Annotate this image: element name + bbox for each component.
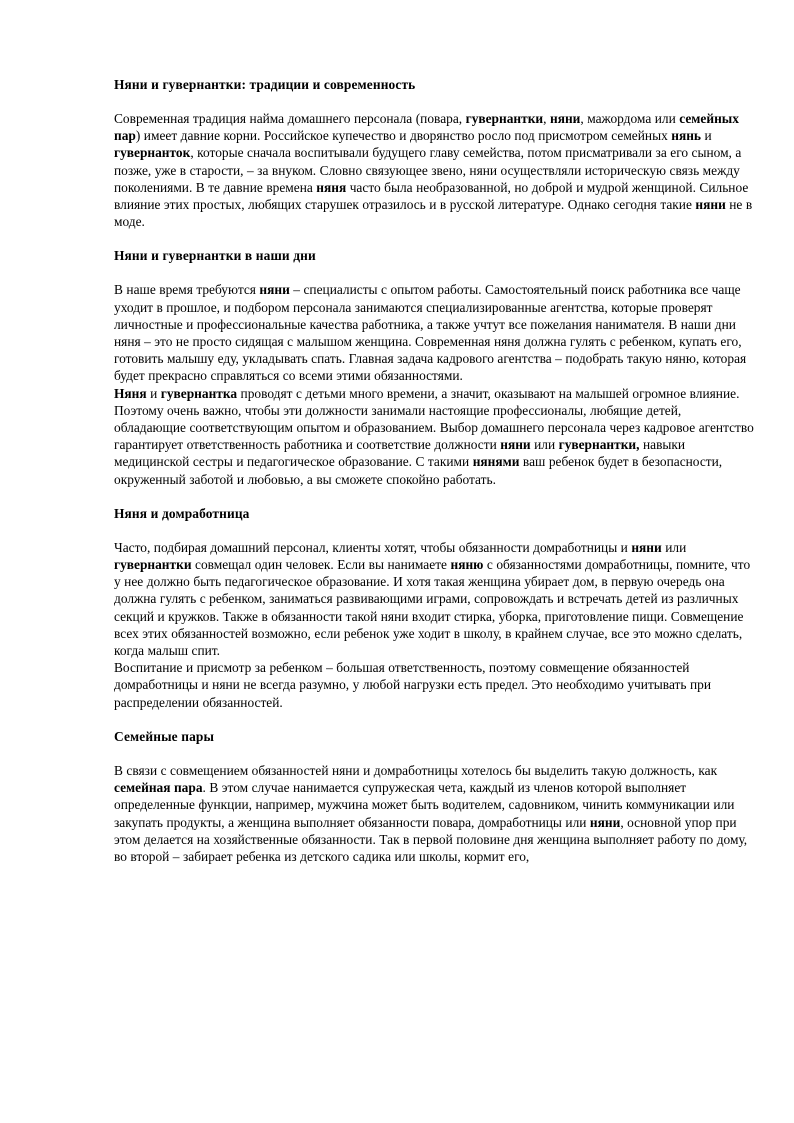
paragraph: В наше время требуются няни – специалисты с опытом работы. Самостоятельный поиск работника все чаще уходит в прошлое, и подбором персонала занимаются специализированные агентства, которые проверят личностные и профессиональные качества работника, а также учтут все пожелания нанимателя. В наши дни няня – это не просто сидящая с малышом женщина. Современная няня должна гулять с ребенком, купать его, готовить малышу еду, укладывать спать. Главная задача кадрового агентства – подобрать такую няню, которая будет прекрасно справляться со всеми этими обязанностями. xyxy=(114,282,747,384)
paragraph: В связи с совмещением обязанностей няни и домработницы хотелось бы выделить такую должность, как семейная пара. В этом случае нанимается супружеская чета, каждый из членов которой выполняет определенные функции, например, мужчина может быть водителем, садовником, чинить коммуникации или закупать продукты, а женщина выполняет обязанности повара, домработницы или няни, основной упор при этом делается на хозяйственные обязанности. Так в первой половине дня женщина выполняет работу по дому, во второй – забирает ребенка из детского садика или школы, кормит его, xyxy=(114,762,748,864)
spacer xyxy=(114,522,756,539)
emphasis-term: гувернантки xyxy=(465,111,544,126)
spacer xyxy=(114,488,756,505)
section-heading-1: Няни и гувернантки: традиции и современность xyxy=(114,77,416,92)
paragraph: Часто, подбирая домашний персонал, клиенты хотят, чтобы обязанности домработницы и няни или гувернантки совмещал один человек. Если вы нанимаете няню с обязанностями домработницы, помните, что у нее должно быть педагогическое образование. И хотя такая женщина убирает дом, в первую очередь она должна гулять с ребенком, заниматься развивающими играми, сопровождать и встречать детей из различных секций и кружков. Также в обязанности такой няни входит стирка, уборка, приготовление пищи. Совмещение всех этих обязанностей возможно, если ребенок уже ходит в школу, в крайнем случае, все это можно сделать, когда малыш спит. xyxy=(114,539,751,659)
emphasis-term: няни xyxy=(631,539,662,555)
emphasis-term: гувернантка xyxy=(160,385,238,401)
emphasis-term: Няня xyxy=(114,385,147,401)
emphasis-term: няни xyxy=(695,197,726,213)
emphasis-term: гувернантки, xyxy=(558,437,640,453)
paragraph: Воспитание и присмотр за ребенком – большая ответственность, поэтому совмещение обязанностей домработницы и няни не всегда разумно, у любой нагрузки есть предел. Это необходимо учитывать при распределении обязанностей. xyxy=(114,660,712,710)
section-heading-4: Семейные пары xyxy=(114,728,215,744)
emphasis-term: няни xyxy=(500,437,531,453)
section-heading-3: Няня и домработница xyxy=(114,505,250,521)
spacer xyxy=(114,93,756,110)
emphasis-term: няню xyxy=(450,557,484,573)
emphasis-term: няни xyxy=(589,814,621,830)
emphasis-term: няни xyxy=(259,282,290,298)
emphasis-term: нянями xyxy=(472,454,520,470)
spacer xyxy=(114,745,756,762)
spacer xyxy=(114,711,756,728)
emphasis-term: няни xyxy=(550,111,581,126)
section-heading-2: Няни и гувернантки в наши дни xyxy=(114,248,316,264)
paragraph: Современная традиция найма домашнего персонала (повара, гувернантки, няни, мажордома или семейных пар) имеет давние корни. Российское купечество и дворянство росло под присмотром семейных нянь и гувернанток, которые сначала воспитывали будущего главу семейства, потом присматривали за его сыном, а позже, уже в старости, – за внуком. Словно связующее звено, няни осуществляли историческую связь между поколениями. В те давние времена няня часто была необразованной, но доброй и мудрой женщиной. Сильное влияние этих простых, любящих старушек отразилось и в русской литературе. Однако сегодня такие няни не в моде. xyxy=(114,111,753,230)
emphasis-term: гувернанток xyxy=(114,145,191,161)
spacer xyxy=(114,264,756,281)
emphasis-term: няня xyxy=(316,179,347,195)
emphasis-term: семейная пара xyxy=(114,780,203,796)
document-body xyxy=(114,76,756,865)
spacer xyxy=(114,230,756,247)
emphasis-term: гувернантки xyxy=(114,557,192,573)
paragraph: Няня и гувернантка проводят с детьми много времени, а значит, оказывают на малышей огромное влияние. Поэтому очень важно, чтобы эти должности занимали настоящие профессионалы, любящие детей, обладающие соответствующим опытом и образованием. Выбор домашнего персонала через кадровое агентство гарантирует ответственность работника и соответствие должности няни или гувернантки, навыки медицинской сестры и педагогическое образование. С такими нянями ваш ребенок будет в безопасности, окруженный заботой и любовью, а вы сможете спокойно работать. xyxy=(114,385,754,487)
emphasis-term: нянь xyxy=(671,128,702,144)
emphasis-term: семейных пар xyxy=(114,111,739,144)
